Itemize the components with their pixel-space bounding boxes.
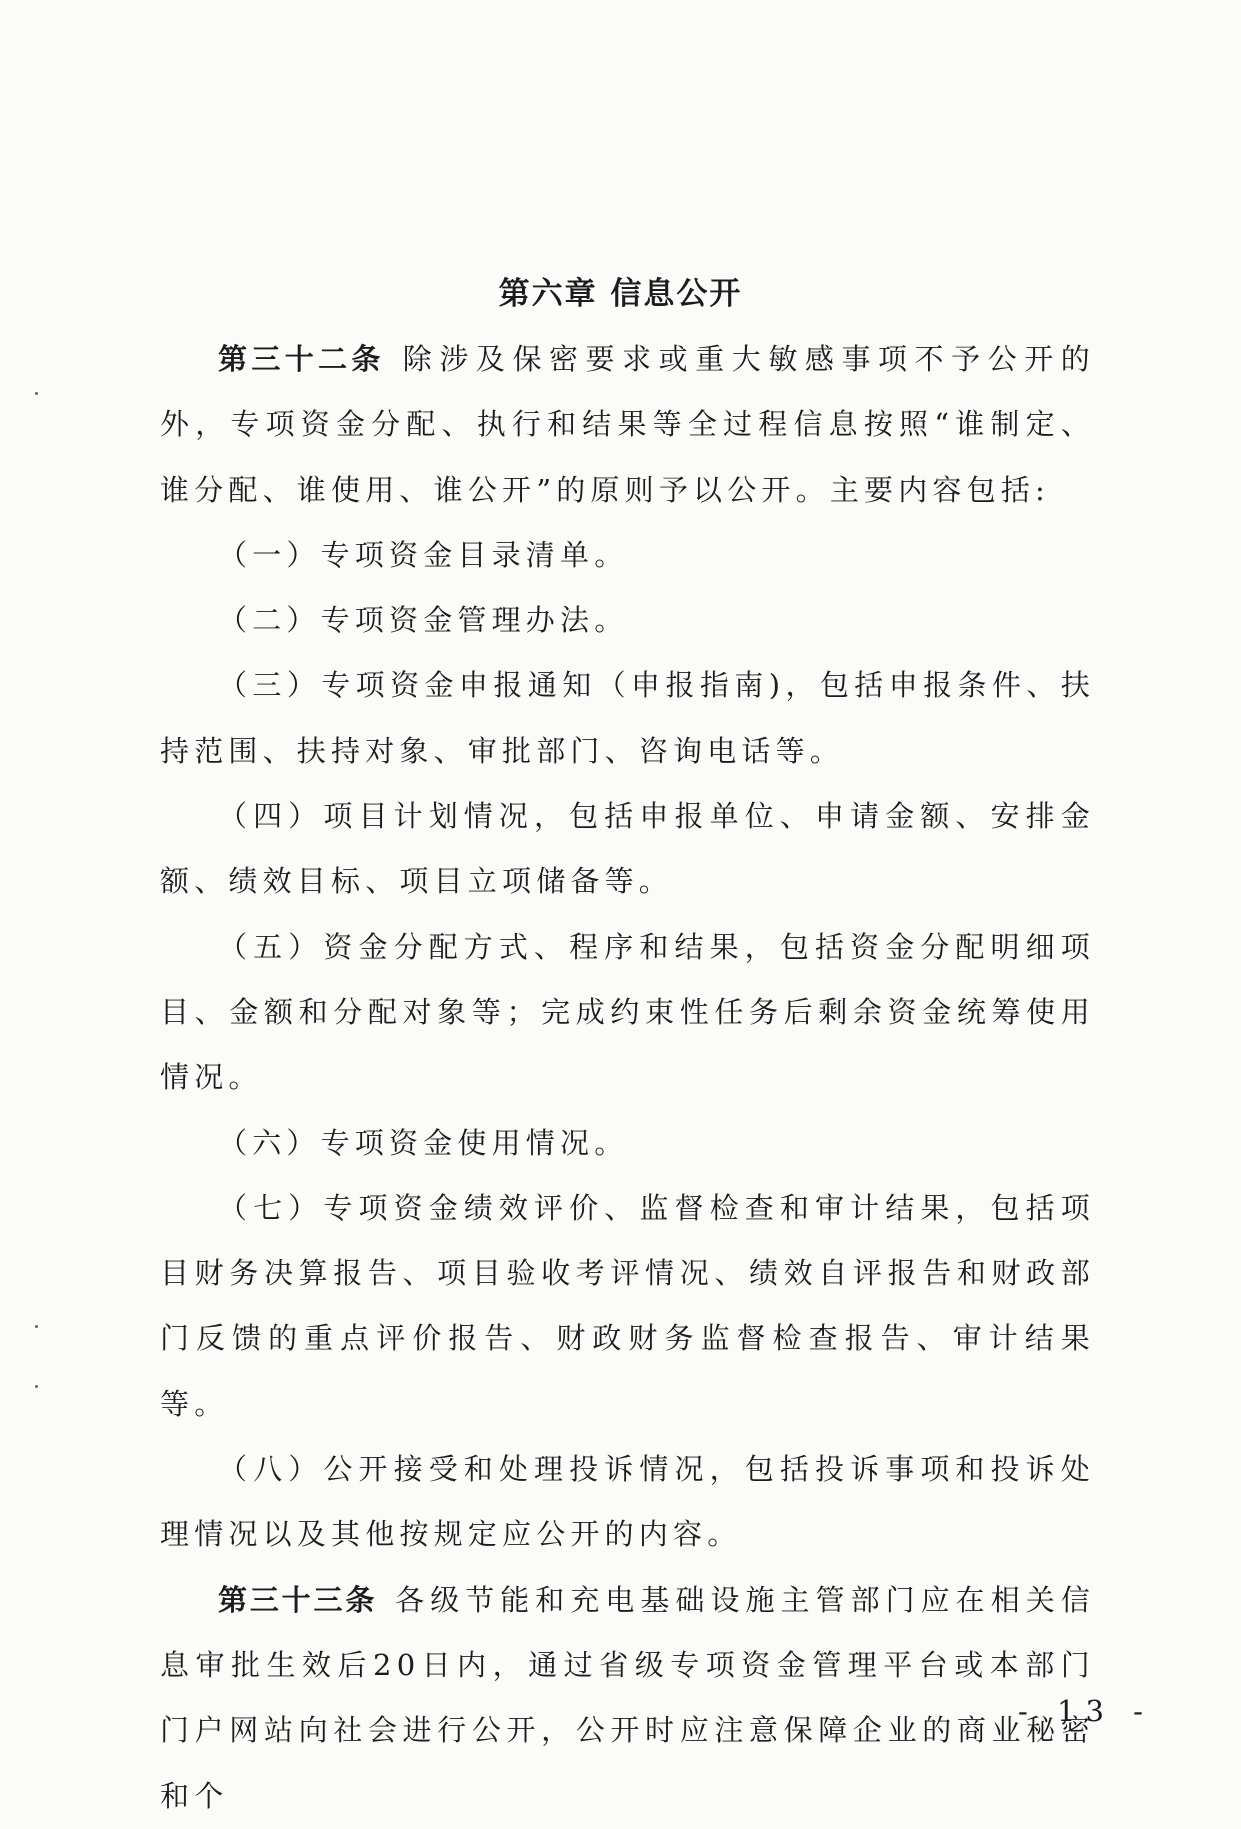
article-33	[160, 1568, 1095, 1829]
article-32	[160, 327, 1095, 523]
scan-speck	[35, 1325, 38, 1328]
article-number: 第三十三条	[218, 1582, 378, 1617]
chapter-title: 第六章 信息公开	[498, 276, 743, 312]
list-item: （三）专项资金申报通知（申报指南)，包括申报条件、扶持范围、扶持对象、审批部门、咨询电话等。	[160, 668, 1095, 768]
list-item: （八）公开接受和处理投诉情况，包括投诉事项和投诉处理情况以及其他按规定应公开的内容。	[160, 1452, 1095, 1552]
list-item: （四）项目计划情况，包括申报单位、申请金额、安排金额、绩效目标、项目立项储备等。	[160, 799, 1095, 899]
list-item: （六）专项资金使用情况。	[218, 1125, 629, 1160]
page-number: - 13 -	[1018, 1694, 1153, 1728]
list-item: （五）资金分配方式、程序和结果，包括资金分配明细项目、金额和分配对象等；完成约束性任务后剩余资金统筹使用情况。	[160, 929, 1095, 1095]
scan-speck	[35, 392, 38, 395]
list-item: （七）专项资金绩效评价、监督检查和审计结果，包括项目财务决算报告、项目验收考评情况、绩效自评报告和财政部门反馈的重点评价报告、财政财务监督检查报告、审计结果等。	[160, 1190, 1095, 1421]
list-item: （二）专项资金管理办法。	[218, 603, 629, 638]
scan-speck	[35, 1385, 38, 1388]
article-text: 除涉及保密要求或重大敏感事项不予公开的外，专项资金分配、执行和结果等全过程信息按照“谁制定、谁分配、谁使用、谁公开”的原则予以公开。主要内容包括:	[160, 342, 1095, 507]
article-number: 第三十二条	[218, 342, 385, 376]
document-body	[160, 327, 1095, 1829]
article-text: 各级节能和充电基础设施主管部门应在相关信息审批生效后20日内，通过省级专项资金管理平台或本部门门户网站向社会进行公开，公开时应注意保障企业的商业秘密和个	[160, 1582, 1095, 1813]
list-item: （一）专项资金目录清单。	[218, 537, 629, 572]
